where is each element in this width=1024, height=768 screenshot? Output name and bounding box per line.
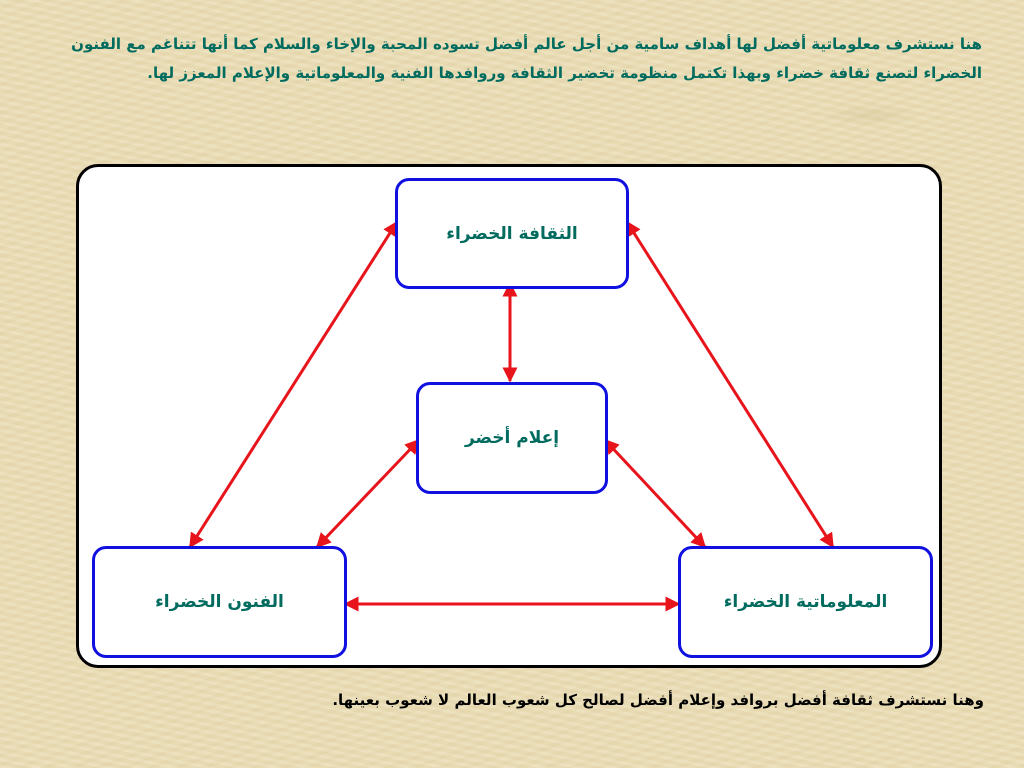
node-green-culture-label: الثقافة الخضراء	[446, 223, 578, 244]
node-green-media-label: إعلام أخضر	[464, 428, 560, 448]
arrow-media-informatics	[605, 440, 705, 547]
outro-paragraph: وهنا نستشرف ثقافة أفضل بروافد وإعلام أفضل لصالح كل شعوب العالم لا شعوب بعينها.	[332, 691, 984, 709]
node-green-informatics	[678, 546, 933, 658]
intro-paragraph: هنا نستشرف معلوماتية أفضل لها أهداف سامية من أجل عالم أفضل تسوده المحبة والإخاء والسلام كما أنها تتناغم مع الفنون الخضراء لتصنع ثقافة خضراء وبهذا تكتمل منظومة تخضير الثقافة وروافدها الفنية والمعلوماتية والإعلام المعزز لها.	[71, 35, 982, 82]
node-green-arts	[92, 546, 347, 658]
node-green-culture	[395, 178, 629, 289]
node-green-informatics-label: المعلوماتية الخضراء	[723, 592, 888, 612]
node-green-arts-label: الفنون الخضراء	[155, 592, 284, 612]
node-green-media	[416, 382, 608, 494]
arrow-culture-arts	[190, 222, 397, 547]
arrow-media-arts	[317, 440, 419, 547]
